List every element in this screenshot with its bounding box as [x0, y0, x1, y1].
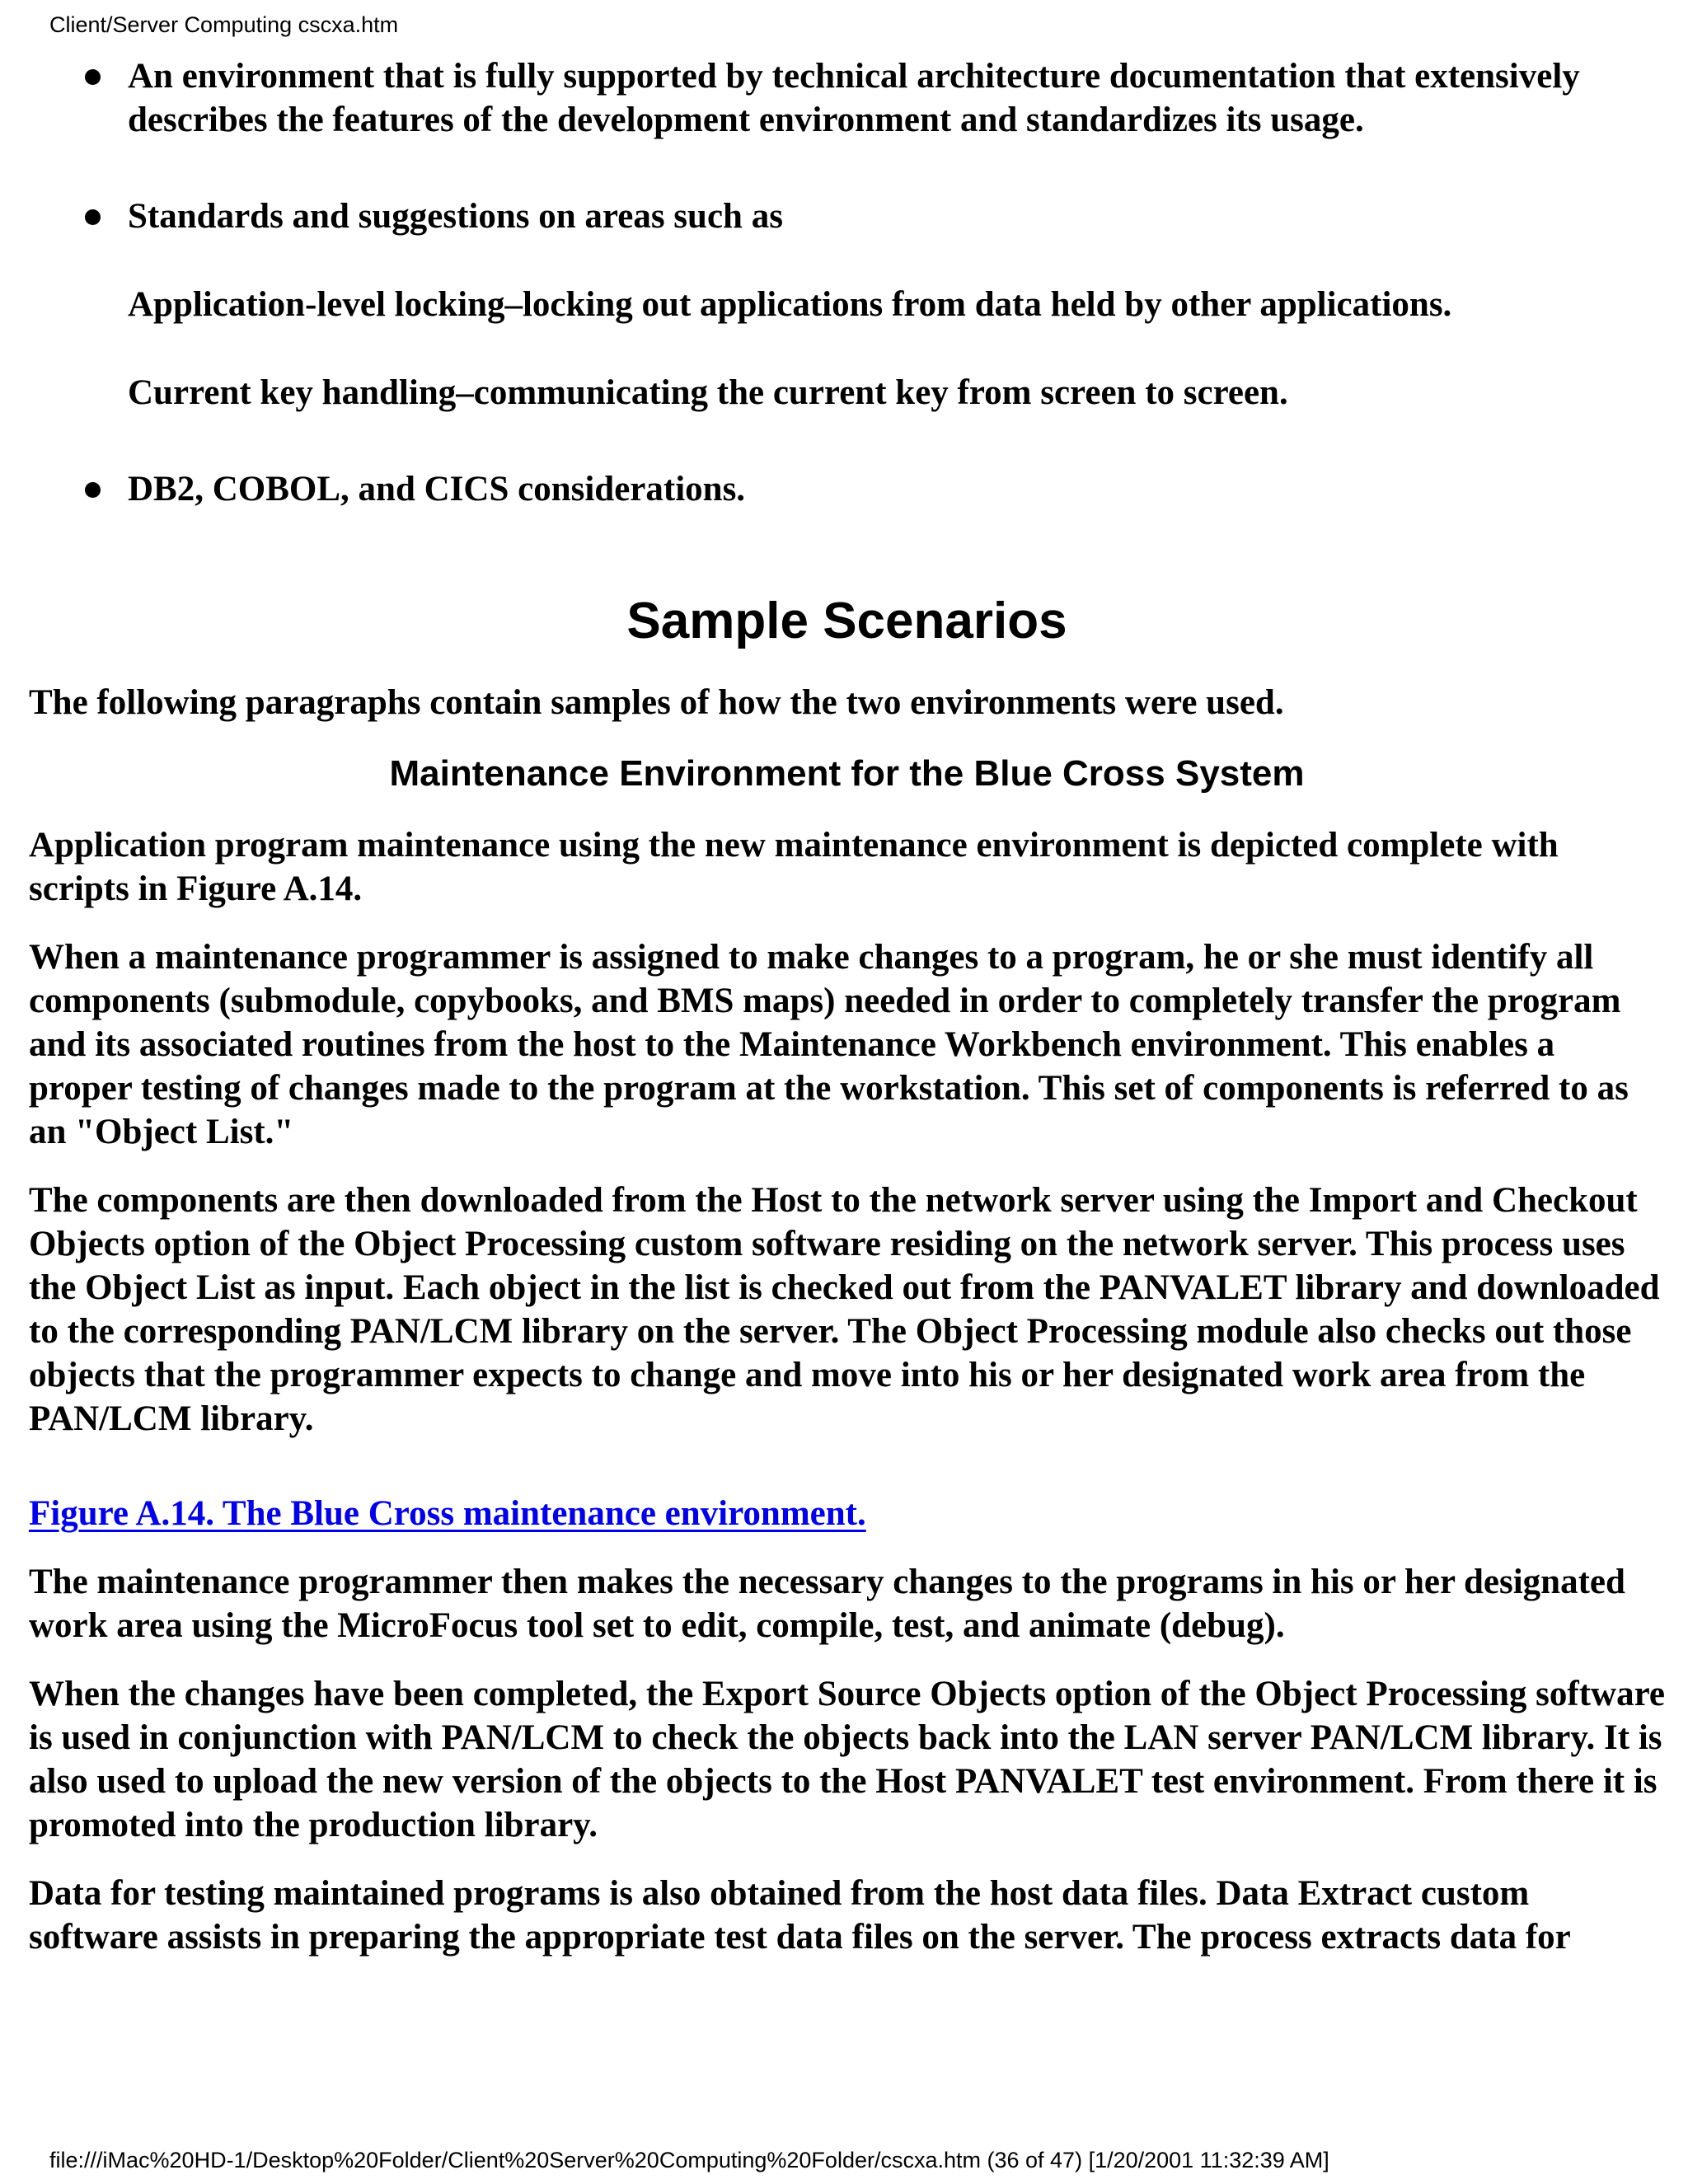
bullet-list [29, 54, 1665, 511]
bullet-icon [85, 482, 101, 498]
list-item [29, 54, 1665, 142]
page-footer: file:///iMac%20HD-1/Desktop%20Folder/Client%20Server%20Computing%20Folder/cscxa.htm (36 of 47) [1/20/2001 11:32:39 AM] [49, 2148, 1329, 2172]
paragraph: The maintenance programmer then makes the necessary changes to the programs in his or her designated work area using the MicroFocus tool set to edit, compile, test, and animate (debug). [29, 1563, 1625, 1645]
page-header: Client/Server Computing cscxa.htm [49, 12, 399, 37]
paragraph: The components are then downloaded from the Host to the network server using the Import and Checkout Objects option of the Object Processing custom software residing on the network server. This process uses the Object List as input. Each object in the list is checked out from the PANVALET library and downloaded to the corresponding PAN/LCM library on the server. The Object Processing module also checks out those objects that the programmer expects to change and move into his or her designated work area from the PAN/LCM library. [29, 1181, 1660, 1438]
list-item-text: An environment that is fully supported by technical architecture documentation that extensively describes the features of the development environment and standardizes its usage. [128, 57, 1580, 139]
document-body [29, 54, 1665, 1959]
section-title: Sample Scenarios [626, 593, 1067, 649]
paragraph: When a maintenance programmer is assigned to make changes to a program, he or she must identify all components (submodule, copybooks, and BMS maps) needed in order to completely transfer the program and its associated routines from the host to the Maintenance Workbench environment. This enables a proper testing of changes made to the program at the workstation. This set of components is referred to as an "Object List." [29, 938, 1629, 1151]
list-item-detail: Application-level locking–locking out applications from data held by other applications. [128, 285, 1452, 324]
list-item-detail: Current key handling–communicating the current key from screen to screen. [128, 373, 1288, 412]
section-intro: The following paragraphs contain samples of how the two environments were used. [29, 683, 1284, 722]
list-item [29, 194, 1665, 415]
bullet-icon [85, 209, 101, 225]
figure-link[interactable]: Figure A.14. The Blue Cross maintenance environment. [29, 1494, 866, 1533]
paragraph: Data for testing maintained programs is also obtained from the host data files. Data Extract custom software assists in preparing the appropriate test data files on the server. The process extracts data for [29, 1874, 1571, 1957]
paragraph: When the changes have been completed, the Export Source Objects option of the Object Processing software is used in conjunction with PAN/LCM to check the objects back into the LAN server PAN/LCM library. It is also used to upload the new version of the objects to the Host PANVALET test environment. From there it is promoted into the production library. [29, 1675, 1665, 1844]
list-item-text: Standards and suggestions on areas such as [128, 197, 783, 236]
list-item-text: DB2, COBOL, and CICS considerations. [128, 470, 746, 509]
bullet-icon [85, 69, 101, 85]
paragraph: Application program maintenance using the new maintenance environment is depicted complete with scripts in Figure A.14. [29, 826, 1559, 908]
list-item [29, 467, 1665, 511]
subsection-title: Maintenance Environment for the Blue Cross System [389, 753, 1305, 794]
